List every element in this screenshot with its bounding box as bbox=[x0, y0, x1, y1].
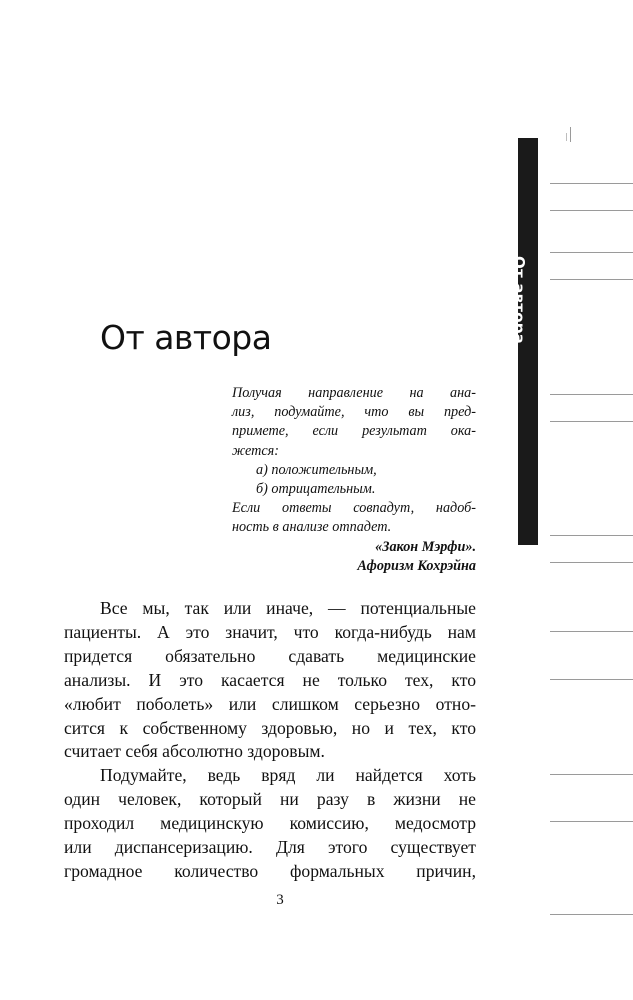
paragraph bbox=[64, 597, 476, 764]
text-line: один человек, который ни разу в жизни не bbox=[64, 789, 476, 810]
text-line: анализы. И это касается не только тех, кто bbox=[64, 669, 476, 690]
margin-rule bbox=[550, 183, 633, 184]
side-tab-label: От автора bbox=[510, 256, 528, 344]
margin-rule bbox=[550, 394, 633, 395]
text-line: Все мы, так или иначе, — потенциальные bbox=[100, 598, 476, 618]
text-line: считает себя абсолютно здоровым. bbox=[64, 741, 325, 762]
text-line: громадное количество формальных причин, bbox=[64, 860, 476, 881]
margin-rules bbox=[550, 0, 633, 1000]
epigraph-attribution: Афоризм Кохрэйна bbox=[357, 557, 476, 574]
margin-rule bbox=[550, 421, 633, 422]
epigraph-attribution: «Закон Мэрфи». bbox=[375, 538, 476, 555]
margin-rule bbox=[550, 279, 633, 280]
margin-rule bbox=[550, 774, 633, 775]
epigraph bbox=[232, 384, 476, 576]
epigraph-line: лиз, подумайте, что вы пред- bbox=[232, 404, 476, 421]
text-line: придется обязательно сдавать медицинские bbox=[64, 645, 476, 666]
epigraph-line: а) положительным, bbox=[256, 461, 377, 478]
epigraph-line: б) отрицательным. bbox=[256, 481, 376, 498]
paragraph bbox=[64, 764, 476, 884]
margin-rule bbox=[550, 631, 633, 632]
margin-rule bbox=[550, 562, 633, 563]
epigraph-line: примете, если результат ока- bbox=[232, 423, 476, 440]
margin-rule bbox=[550, 679, 633, 680]
margin-rule bbox=[550, 914, 633, 915]
epigraph-line: ность в анализе отпадет. bbox=[232, 519, 392, 536]
chapter-title: От автора bbox=[100, 318, 272, 357]
epigraph-line: Получая направление на ана- bbox=[232, 385, 476, 401]
text-line: пациенты. А это значит, что когда-нибудь нам bbox=[64, 621, 476, 642]
margin-rule bbox=[550, 252, 633, 253]
margin-rule bbox=[550, 821, 633, 822]
text-line: Подумайте, ведь вряд ли найдется хоть bbox=[100, 765, 476, 786]
margin-rule bbox=[550, 535, 633, 536]
text-line: проходил медицинскую комиссию, медосмотр bbox=[64, 813, 476, 834]
body-text bbox=[64, 597, 476, 884]
page-number: 3 bbox=[276, 892, 284, 908]
epigraph-line: жется: bbox=[232, 442, 279, 459]
margin-rule bbox=[550, 210, 633, 211]
text-line: или диспансеризацию. Для этого существует bbox=[64, 837, 476, 858]
text-line: «любит поболеть» или слишком серьезно отно- bbox=[64, 693, 476, 714]
text-line: сится к собственному здоровью, но и тех, кто bbox=[64, 717, 476, 738]
epigraph-line: Если ответы совпадут, надоб- bbox=[232, 500, 476, 517]
